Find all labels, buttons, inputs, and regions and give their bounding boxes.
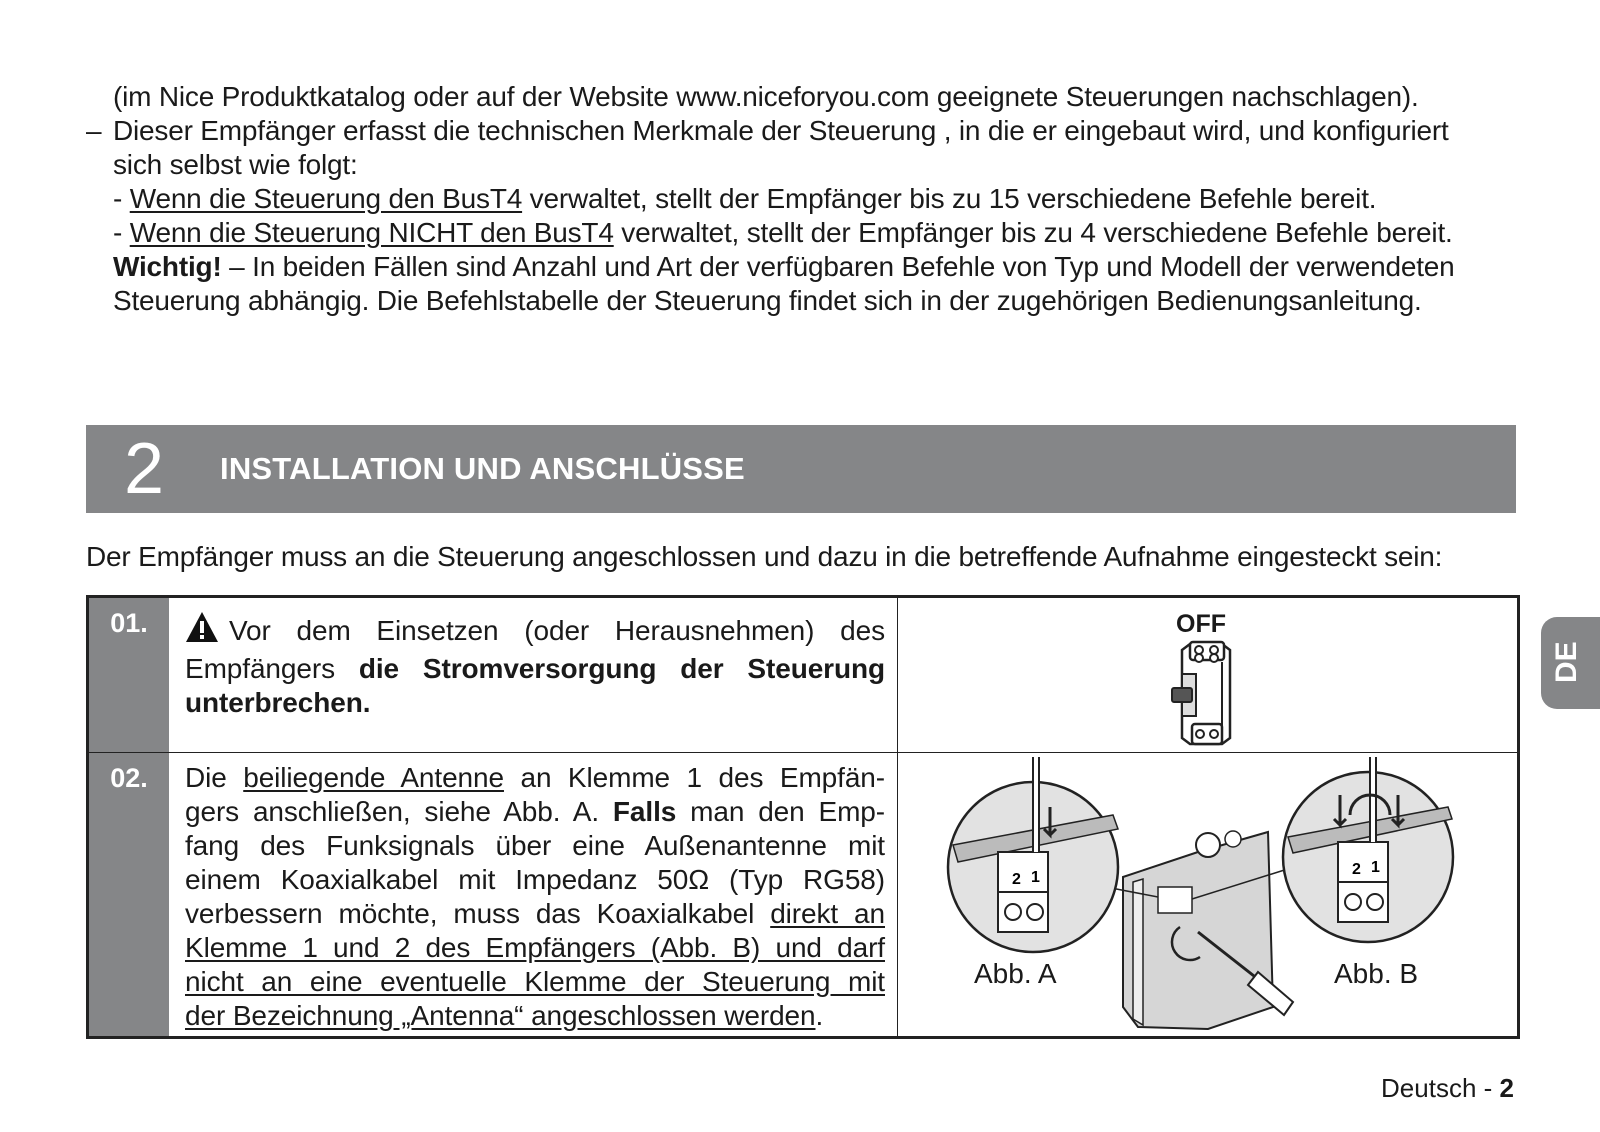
step-text — [185, 761, 885, 1033]
intro-text — [86, 80, 1516, 318]
receiver-antenna-illustration — [928, 757, 1488, 1037]
step-text-line — [185, 761, 885, 795]
step-number: 01. — [89, 598, 169, 752]
step-text-underlined: direkt an — [770, 898, 885, 929]
section-title: INSTALLATION UND ANSCHLÜSSE — [220, 451, 745, 486]
bullet-bust4-underlined: Wenn die Steuerung den BusT4 — [129, 183, 523, 214]
step-text-line — [185, 610, 885, 652]
intro-line-3: sich selbst wie folgt: — [113, 149, 358, 180]
step-text-line — [185, 931, 885, 965]
step-text-part: verbessern möchte, muss das Koaxialkabel — [185, 898, 771, 929]
step-text-line — [185, 897, 885, 931]
step-text-part: . — [815, 1000, 824, 1031]
step-text-underlined: Klemme 1 und 2 des Empfängers (Abb. B) und darf — [185, 932, 885, 963]
step-text-line — [185, 999, 885, 1033]
step-text-bold: Falls — [612, 796, 677, 827]
step-row — [89, 598, 1517, 753]
step-text — [185, 610, 885, 720]
step-text-bold: unterbrechen. — [185, 687, 371, 718]
step-text-line — [185, 652, 885, 686]
important-note-line-2: Steuerung abhängig. Die Befehlstabelle der Steuerung findet sich in der zugehörigen Bedienungsanleitung. — [113, 285, 1422, 316]
step-text-part: Empfängers — [185, 653, 359, 684]
bullet-no-bust4-underlined: Wenn die Steuerung NICHT den BusT4 — [129, 217, 614, 248]
section-heading — [86, 425, 1516, 513]
step-text-line: einem Koaxialkabel mit Impedanz 50Ω (Typ RG58) — [185, 864, 885, 895]
step-number: 02. — [89, 753, 169, 1036]
language-tab — [1541, 617, 1600, 709]
bullet-bust4 — [86, 182, 1516, 216]
section-lead: Der Empfänger muss an die Steuerung angeschlossen und dazu in die betreffende Aufnahme eingesteckt sein: — [86, 541, 1443, 572]
bullet-prefix: - — [113, 217, 130, 248]
step-text-part: gers anschließen, siehe Abb. A. — [185, 796, 613, 827]
intro-line-2 — [86, 114, 1516, 148]
svg-text:2: 2 — [1352, 861, 1361, 878]
circuit-breaker-icon — [1168, 638, 1248, 755]
step-text-part: Vor dem Einsetzen (oder Herausnehmen) des — [229, 615, 885, 646]
step-text-line — [185, 965, 885, 999]
bullet-prefix: - — [113, 183, 130, 214]
step-figure — [897, 753, 1517, 1036]
off-label: OFF — [1176, 610, 1226, 638]
steps-table — [86, 595, 1520, 1039]
step-text-part: man den Emp- — [676, 796, 886, 827]
intro-line-2-text: Dieser Empfänger erfasst die technischen Merkmale der Steuerung , in die er eingebaut wird, und konfiguriert — [113, 115, 1449, 146]
step-row — [89, 753, 1517, 1036]
step-text-bold: die Stromversorgung der Steuerung — [358, 653, 885, 684]
intro-line-1: (im Nice Produktkatalog oder auf der Website www.niceforyou.com geeignete Steuerungen nachschlagen). — [113, 81, 1419, 112]
bullet-no-bust4-rest: verwaltet, stellt der Empfänger bis zu 4 verschiedene Befehle bereit. — [613, 217, 1453, 248]
footer-language: Deutsch - — [1381, 1073, 1500, 1103]
step-text-line — [185, 686, 885, 720]
step-text-line: fang des Funksignals über eine Außenantenne mit — [185, 830, 885, 861]
step-text-underlined: nicht an eine eventuelle Klemme der Steuerung mit — [185, 966, 885, 997]
bullet-bust4-rest: verwaltet, stellt der Empfänger bis zu 15 verschiedene Befehle bereit. — [522, 183, 1377, 214]
step-text-underlined: beiliegende Antenne — [243, 762, 504, 793]
figure-a-label: Abb. A — [974, 958, 1057, 989]
svg-text:1: 1 — [1371, 859, 1380, 876]
important-label: Wichtig! — [113, 251, 222, 282]
step-text-underlined: der Bezeichnung „Antenna“ angeschlossen werden — [185, 1000, 816, 1031]
step-text-part: Die — [185, 762, 244, 793]
section-number: 2 — [124, 429, 165, 509]
page-footer — [1381, 1073, 1514, 1104]
list-dash: – — [86, 115, 102, 146]
svg-text:1: 1 — [1031, 869, 1040, 886]
svg-text:2: 2 — [1012, 871, 1021, 888]
step-text-part: an Klemme 1 des Empfän- — [503, 762, 885, 793]
warning-icon — [185, 610, 219, 652]
bullet-no-bust4 — [86, 216, 1516, 250]
step-figure — [897, 598, 1517, 752]
step-text-line — [185, 795, 885, 829]
figure-b-label: Abb. B — [1334, 958, 1419, 989]
page-number: 2 — [1499, 1073, 1514, 1103]
important-note — [86, 250, 1516, 284]
important-text: – In beiden Fällen sind Anzahl und Art der verfügbaren Befehle von Typ und Modell der verwendeten — [221, 251, 1455, 282]
language-tab-label: DE — [1550, 641, 1583, 683]
